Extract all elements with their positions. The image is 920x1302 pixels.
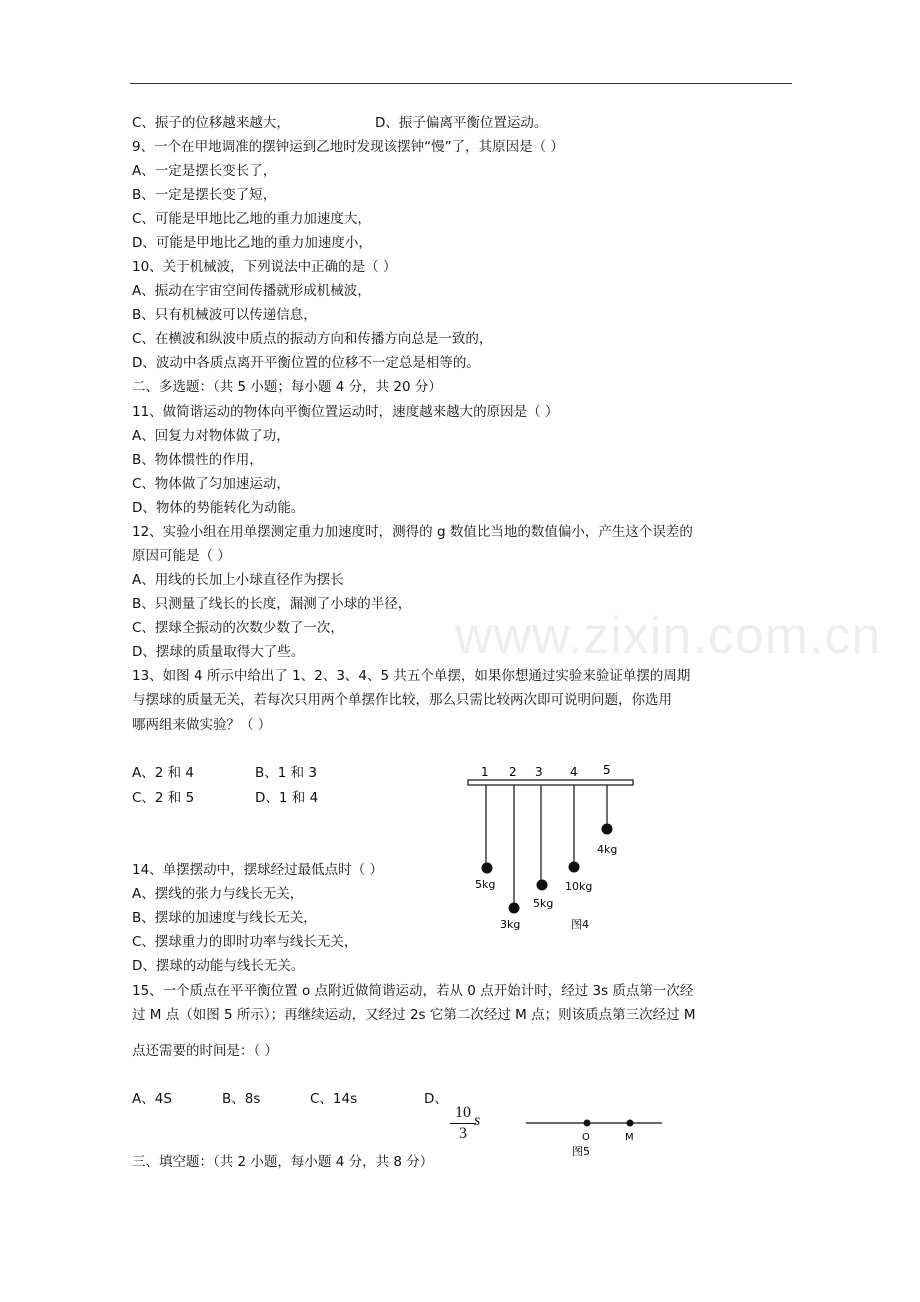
mass-label-3: 5kg (533, 897, 554, 910)
figure-4-caption: 图4 (571, 918, 589, 931)
fraction-denominator: 3 (459, 1125, 467, 1142)
text-line: 哪两组来做实验？（ ） (132, 717, 272, 733)
option-text: D、振子偏离平衡位置运动。 (375, 115, 548, 131)
mass-label-5: 4kg (597, 843, 618, 856)
pendulum-number-3: 3 (535, 765, 543, 779)
text-line: 原因可能是（ ） (132, 548, 231, 564)
text-line: 9、一个在甲地调准的摆钟运到乙地时发现该摆钟“慢”了，其原因是（ ） (132, 139, 564, 155)
mass-label-2: 3kg (500, 918, 521, 931)
text-line: C、摆球全振动的次数少数了一次， (132, 620, 344, 636)
pendulum-bob-5 (602, 824, 613, 835)
pendulum-bob-1 (482, 863, 493, 874)
figure-5-caption: 图5 (572, 1145, 590, 1158)
text-line: D、物体的势能转化为动能。 (132, 500, 305, 516)
text-line: 13、如图 4 所示中给出了 1、2、3、4、5 共五个单摆，如果你想通过实验来验证单摆的周期 (132, 668, 691, 684)
text-line: C、摆球重力的即时功率与线长无关， (132, 934, 358, 950)
text-line: A、用线的长加上小球直径作为摆长 (132, 572, 344, 588)
text-line: A、2 和 4 (132, 765, 194, 781)
pendulum-bob-2 (509, 903, 520, 914)
text-line: B、摆球的加速度与线长无关， (132, 910, 317, 926)
text-line: B、一定是摆长变了短， (132, 187, 277, 203)
text-line: C、2 和 5 (132, 790, 195, 806)
text-line: B、只有机械波可以传递信息， (132, 307, 317, 323)
text-line: A、4S (132, 1091, 172, 1107)
fraction-numerator: 10 (455, 1104, 471, 1121)
mass-label-4: 10kg (565, 880, 593, 893)
text-line: 14、单摆摆动中，摆球经过最低点时（ ） (132, 862, 383, 878)
text-line: C、可能是甲地比乙地的重力加速度大， (132, 211, 371, 227)
pendulum-number-5: 5 (603, 763, 611, 777)
pendulum-number-1: 1 (481, 765, 489, 779)
text-line: B、物体惯性的作用， (132, 452, 263, 468)
text-line: 三、填空题：（共 2 小题，每小题 4 分，共 8 分） (132, 1154, 434, 1170)
point-o-dot (584, 1120, 591, 1127)
option-text: B、8s (222, 1091, 261, 1107)
figure-4-pendulums (462, 760, 642, 935)
pendulum-number-2: 2 (509, 765, 517, 779)
pendulum-number-4: 4 (570, 765, 578, 779)
text-line: C、在横波和纵波中质点的振动方向和传播方向总是一致的， (132, 331, 493, 347)
text-line: D、波动中各质点离开平衡位置的位移不一定总是相等的。 (132, 355, 480, 371)
figure-5-line (520, 1112, 670, 1162)
watermark: www.zixin.com.cn (455, 607, 882, 665)
text-line: D、摆球的质量取得大了些。 (132, 644, 305, 660)
text-line: 15、一个质点在平平衡位置 o 点附近做简谐运动，若从 0 点开始计时，经过 3s 质点第一次经 (132, 983, 694, 999)
text-line: D、摆球的动能与线长无关。 (132, 958, 305, 974)
option-text: C、14s (310, 1091, 358, 1107)
point-m-dot (627, 1120, 634, 1127)
pendulum-bob-3 (537, 880, 548, 891)
text-line: 二、多选题：（共 5 小题；每小题 4 分，共 20 分） (132, 379, 442, 395)
point-o-label: O (582, 1132, 590, 1143)
text-line: A、回复力对物体做了功， (132, 428, 290, 444)
option-text: B、1 和 3 (255, 765, 318, 781)
text-line: 过 M 点（如图 5 所示）；再继续运动，又经过 2s 它第二次经过 M 点；则该质点第三次经过 M (132, 1007, 696, 1023)
pendulum-bob-4 (569, 862, 580, 873)
option-text: D、1 和 4 (255, 790, 319, 806)
text-line: B、只测量了线长的长度，漏测了小球的半径， (132, 596, 412, 612)
header-rule (130, 83, 792, 84)
text-line: A、一定是摆长变长了， (132, 163, 277, 179)
text-line: 11、做简谐运动的物体向平衡位置运动时，速度越来越大的原因是（ ） (132, 404, 559, 420)
text-line: 12、实验小组在用单摆测定重力加速度时，测得的 g 数值比当地的数值偏小，产生这个误差的 (132, 524, 693, 540)
text-line: 与摆球的质量无关，若每次只用两个单摆作比较，那么只需比较两次即可说明问题，你选用 (132, 692, 672, 708)
point-m-label: M (625, 1132, 634, 1143)
text-line: 10、关于机械波，下列说法中正确的是（ ） (132, 259, 397, 275)
text-line: D、可能是甲地比乙地的重力加速度小， (132, 235, 372, 251)
text-line: A、振动在宇宙空间传播就形成机械波， (132, 283, 371, 299)
text-line: C、振子的位移越来越大， (132, 115, 290, 131)
text-line: 点还需要的时间是：（ ） (132, 1043, 279, 1059)
text-line: A、摆线的张力与线长无关， (132, 886, 304, 902)
option-text: D、 (424, 1091, 448, 1107)
text-line: C、物体做了匀加速运动， (132, 476, 290, 492)
option-d-fraction (450, 1104, 476, 1143)
mass-label-1: 5kg (475, 878, 496, 891)
fraction-unit: s (474, 1112, 481, 1129)
